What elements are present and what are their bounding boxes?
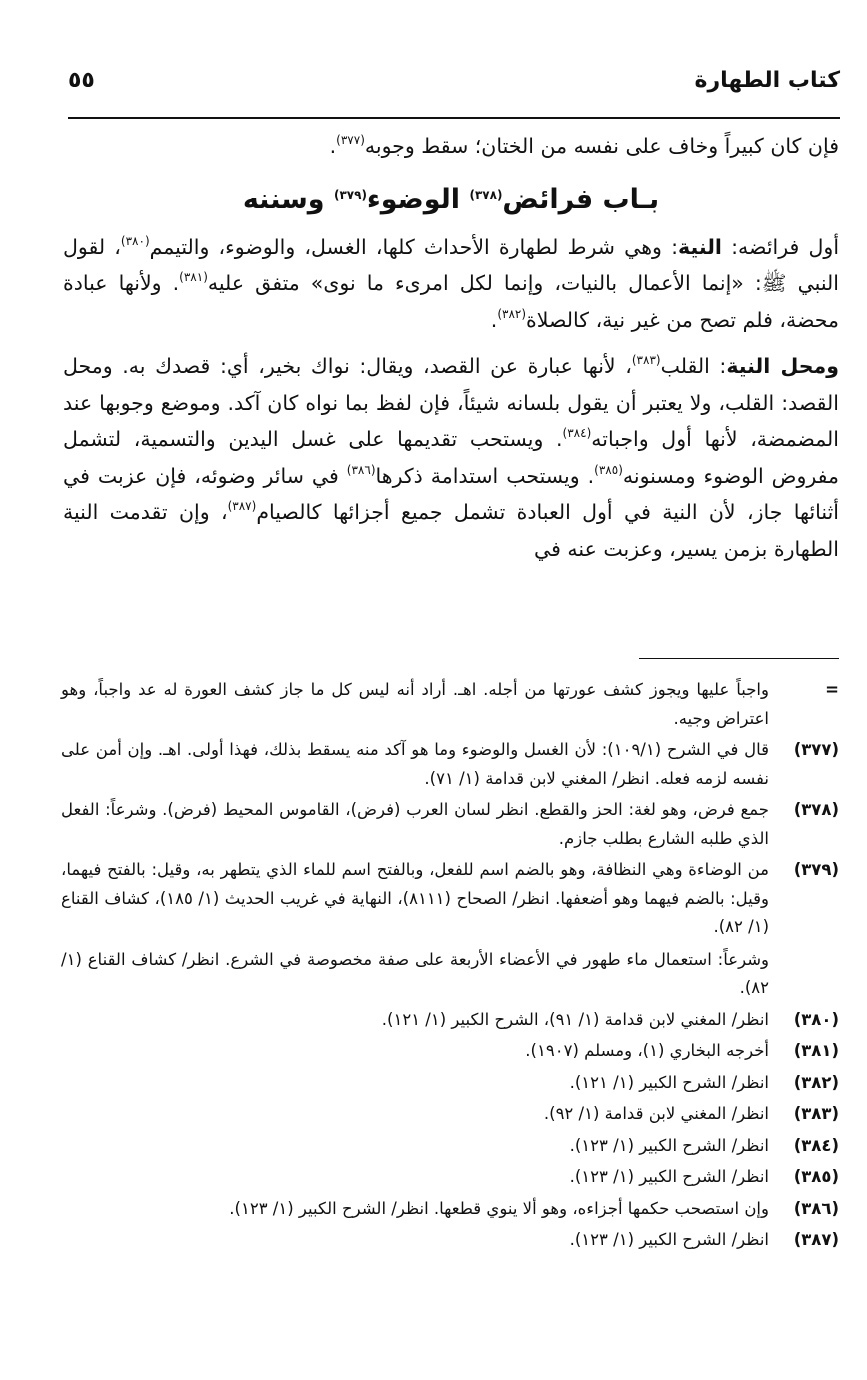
footnote-text: انظر/ الشرح الكبير (١/ ١٢١).	[569, 1072, 769, 1092]
footnote-ref: (٣٨٢)	[497, 306, 527, 321]
page-number: ٥٥	[68, 68, 95, 93]
paragraph-2-text-4: .	[490, 307, 498, 332]
footnote-text: وإن استصحب حكمها أجزاءه، وهو ألا ينوي قطعها. انظر/ الشرح الكبير (١/ ١٢٣).	[229, 1198, 769, 1218]
footnote-body	[61, 1132, 769, 1161]
footnote-body	[61, 1100, 769, 1129]
footnote-number: (٣٨٢)	[793, 1072, 839, 1092]
footnote	[61, 1100, 839, 1129]
footnote-ref: (٣٨١)	[179, 270, 208, 284]
footnote-number: (٣٧٧)	[793, 740, 839, 759]
chapter-heading-part-3: وسننه	[242, 183, 334, 215]
footnote-number: (٣٧٨)	[793, 800, 839, 819]
footnote-text: انظر/ المغني لابن قدامة (١/ ٩٢).	[543, 1104, 769, 1123]
footnote-text: قال في الشرح (١٠٩/١): لأن الغسل والوضوء وما هو آكد منه يسقط بذلك، فهذا أولى. اهـ. وإن أمن على نفسه لزمه فعله. انظر/ المغني لابن قدامة (١/ ٧١).	[61, 740, 769, 788]
paragraph-3-text-1: : القلب	[660, 354, 727, 378]
paragraph-3	[63, 348, 839, 567]
paragraph-1	[63, 128, 839, 165]
running-title: كتاب الطهارة	[694, 68, 840, 93]
footnote	[61, 1069, 839, 1098]
header-rule	[68, 117, 840, 119]
footnote	[61, 1163, 839, 1192]
footnote	[61, 1132, 839, 1161]
footnote-number: (٣٨٥)	[793, 1167, 839, 1186]
paragraph-3-text-5: في سائر وضوئه، فإن عزبت في أثنائها جاز، لأن النية في أول العبادة تشمل جميع أجزائها كالصيام	[63, 463, 840, 524]
footnote-text: أخرجه البخاري (١)، ومسلم (١٩٠٧).	[525, 1041, 769, 1060]
chapter-heading	[63, 175, 839, 225]
footnote-body	[61, 796, 769, 853]
paragraph-3-text-2: ، لأنها عبارة عن القصد، ويقال: نواك بخير، أي: قصدك به. ومحل القصد: القلب، ولا يعتبر أن يقول بلسانه شيئاً، فإن لفظ بما نواه كان آكد. وموضع وجوبها عند المضمضة، لأنها أول واجباته	[63, 354, 839, 451]
paragraph-2-lead: أول فرائضه:	[721, 234, 840, 259]
footnote-number: (٣٨٤)	[793, 1135, 839, 1155]
footnote-text: واجباً عليها ويجوز كشف عورتها من أجله. اهـ. أراد أنه ليس كل ما جاز كشف العورة له عد واجباً، وهو اعتراض وجيه.	[61, 680, 769, 728]
footnote-ref: (٣٨٦)	[346, 462, 376, 477]
paragraph-2	[63, 229, 839, 339]
footnote-number: (٣٧٩)	[793, 860, 839, 879]
chapter-heading-part-1: بـاب فرائض	[502, 183, 660, 215]
paragraph-1-end: .	[329, 134, 337, 158]
paragraph-1-text: فإن كان كبيراً وخاف على نفسه من الختان؛ سقط وجوبه	[364, 134, 839, 158]
footnote-ref: (٣٨٥)	[594, 462, 623, 477]
footnote-body	[61, 1037, 769, 1066]
footnote	[61, 1195, 839, 1224]
footnote-number: (٣٨٧)	[793, 1230, 839, 1249]
footnote-text: انظر/ الشرح الكبير (١/ ١٢٣).	[569, 1167, 769, 1186]
footnote	[61, 1006, 839, 1035]
keyword-mahall-niyya: ومحل النية	[726, 354, 839, 378]
footnote-ref: (٣٨٣)	[631, 353, 661, 367]
footnote	[61, 1037, 839, 1066]
paragraph-2-text-3: . ولأنها عبادة محضة، فلم تصح من غير نية، كالصلاة	[63, 271, 839, 332]
paragraph-3-text-6: ، وإن تقدمت النية الطهارة بزمن يسير، وعزبت عنه في	[63, 500, 839, 561]
page-header	[68, 64, 840, 104]
footnote-ref: (٣٨٠)	[120, 233, 150, 248]
footnote-text: جمع فرض، وهو لغة: الحز والقطع. انظر لسان العرب (فرض)، القاموس المحيط (فرض). وشرعاً: الفعل الذي طلبه الشارع بطلب جازم.	[61, 800, 769, 848]
footnote-text: انظر/ الشرح الكبير (١/ ١٢٣).	[569, 1230, 769, 1249]
paragraph-3-text-3: . ويستحب تقديمها على غسل اليدين والتسمية، لتشمل مفروض الوضوء ومسنونه	[63, 427, 840, 488]
footnote	[61, 676, 839, 733]
footnote-body	[61, 1226, 769, 1255]
footnote-number: (٣٨٠)	[793, 1009, 839, 1029]
main-text	[63, 128, 839, 567]
footnote	[61, 736, 839, 793]
footnote-ref: (٣٨٧)	[227, 499, 257, 513]
footnote-body	[61, 1195, 769, 1224]
footnote-body	[61, 736, 769, 793]
chapter-heading-part-2: الوضوء	[366, 183, 470, 215]
footnote-ref: (٣٨٤)	[562, 426, 592, 440]
paragraph-3-text-4: . ويستحب استدامة ذكرها	[375, 463, 595, 488]
footnote-number: =	[825, 680, 839, 699]
footnote-body	[61, 676, 769, 733]
paragraph-2-text-2: ، لقول النبي ﷺ: «إنما الأعمال بالنيات، وإنما لكل امرىء ما نوى» متفق عليه	[63, 234, 839, 295]
footnote-text: من الوضاءة وهي النظافة، وهو بالضم اسم للفعل، وبالفتح اسم للماء الذي يتطهر به، وقيل: بالفتح فيهما، وقيل: بالضم فيهما وهو أضعفها. انظر/ الصحاح (٨١١١)، النهاية في غريب الحديث (١/ ١٨٥)، كشاف القناع (١/ ٨٢).	[61, 860, 769, 936]
footnote-ref: (٣٧٧)	[336, 133, 365, 147]
footnote-ref: (٣٧٨)	[469, 187, 503, 202]
footnote-number: (٣٨٣)	[793, 1104, 839, 1123]
footnote-separator	[639, 658, 839, 659]
footnote-text: انظر/ المغني لابن قدامة (١/ ٩١)، الشرح الكبير (١/ ١٢١).	[381, 1009, 769, 1029]
footnote	[61, 856, 839, 1003]
footnote-text: وشرعاً: استعمال ماء طهور في الأعضاء الأربعة على صفة مخصوصة في الشرع. انظر/ كشاف القناع (١/ ٨٢).	[61, 949, 769, 997]
footnote	[61, 1226, 839, 1255]
footnote-body	[61, 856, 769, 1003]
footnotes	[61, 676, 839, 1258]
footnote-body	[61, 1069, 769, 1098]
footnote-number: (٣٨١)	[793, 1041, 839, 1060]
footnote-ref: (٣٧٩)	[333, 187, 367, 202]
footnote-body	[61, 1163, 769, 1192]
footnote	[61, 796, 839, 853]
footnote-text: انظر/ الشرح الكبير (١/ ١٢٣).	[569, 1135, 769, 1155]
footnote-number: (٣٨٦)	[793, 1198, 839, 1218]
keyword-niyya: النية	[678, 234, 722, 259]
footnote-body	[61, 1006, 769, 1035]
paragraph-2-text-1: : وهي شرط لطهارة الأحداث كلها، الغسل، والوضوء، والتيمم	[149, 234, 679, 259]
